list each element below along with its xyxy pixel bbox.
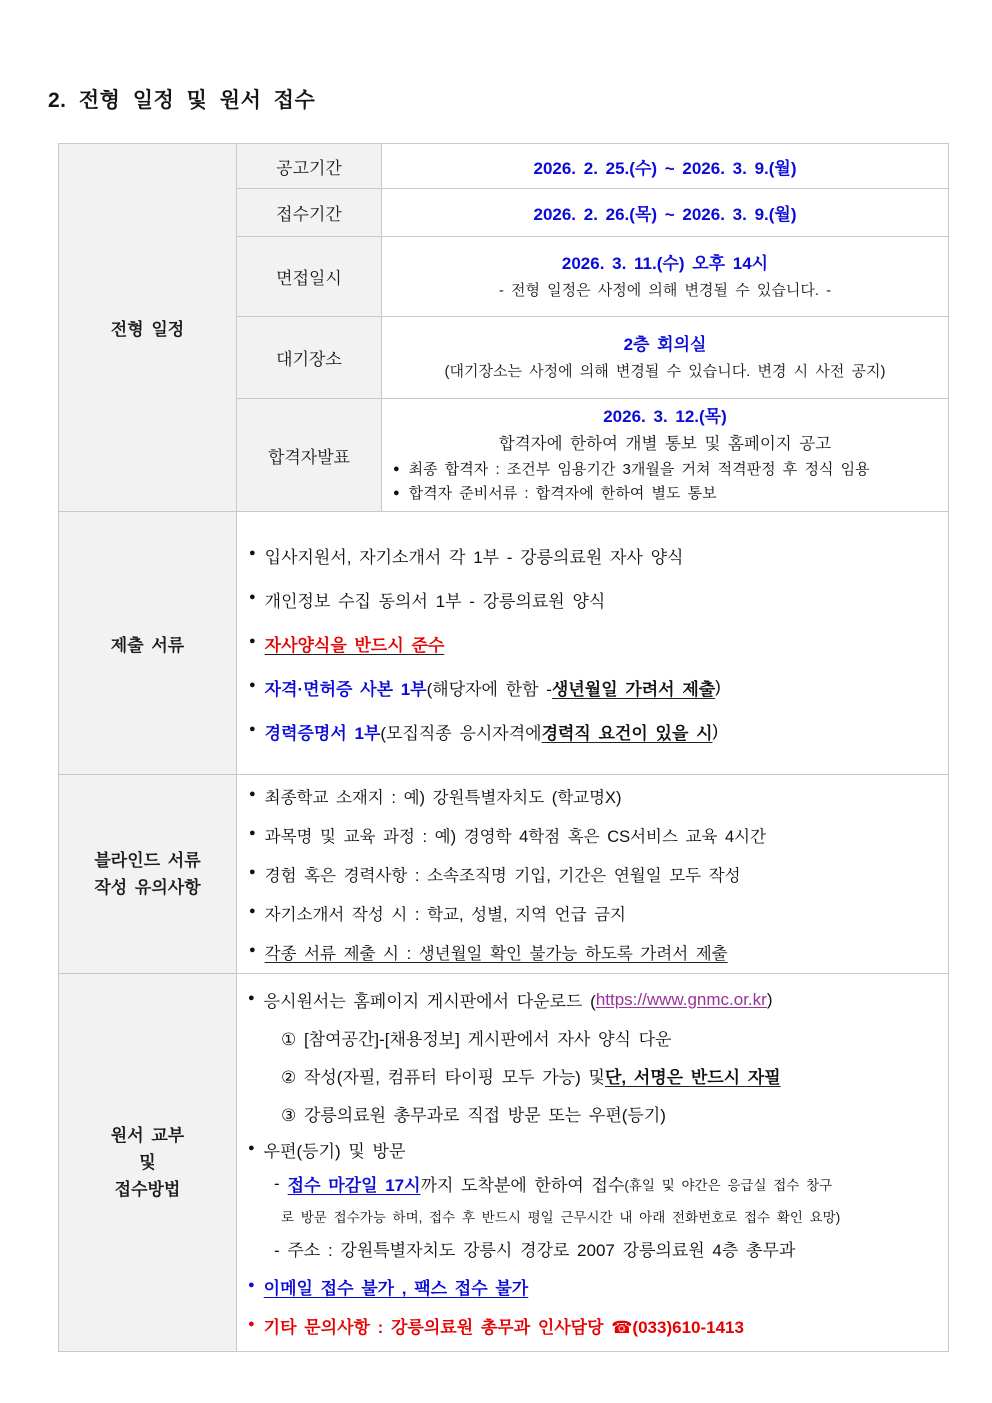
bullet-icon: ●: [249, 905, 256, 917]
apply-step-1-text: ① [참여공간]-[채용정보] 게시판에서 자사 양식 다운: [281, 1030, 672, 1049]
section-label-apply-line2: 및: [139, 1153, 156, 1172]
blind-item-text: 각종 서류 제출 시 : 생년월일 확인 불가능 하도록 가려서 제출: [264, 945, 728, 963]
apply-step-3-text: ③ 강릉의료원 총무과로 직접 방문 또는 우편(등기): [281, 1106, 666, 1125]
documents-item-emph: 경력직 요건이 있을 시: [541, 723, 713, 743]
bullet-icon: ●: [393, 487, 400, 499]
documents-item-text: 입사지원서, 자기소개서 각 1부 - 강릉의료원 자사 양식: [264, 547, 684, 567]
apply-deadline-line: [237, 1167, 948, 1201]
waiting-room-label: 대기장소: [237, 317, 382, 399]
documents-item-career-cert: [237, 709, 948, 753]
bullet-icon: ●: [249, 679, 256, 691]
interview-datetime-label: 면접일시: [237, 237, 382, 317]
result-bullet-final-hire-text: 최종 합격자 : 조건부 임용기간 3개월을 거쳐 적격판정 후 정식 임용: [408, 461, 870, 478]
apply-deadline-continuation: [237, 1201, 948, 1231]
section-label-blind-line1: 블라인드 서류: [94, 851, 201, 870]
apply-download-lead: 응시원서는 홈페이지 게시판에서 다운로드 (: [263, 992, 596, 1011]
apply-contact-text: 기타 문의사항 : 강릉의료원 총무과 인사담당 ☎(033)610-1413: [263, 1318, 744, 1337]
documents-item-tail: ): [712, 721, 719, 740]
apply-address-line: [237, 1231, 948, 1267]
apply-download-tail: ): [766, 989, 773, 1009]
documents-item-tail: ): [715, 677, 721, 696]
apply-step-1: [237, 1019, 948, 1057]
documents-item: [237, 577, 948, 621]
apply-deadline-small: (휴일 및 야간은 응급실 접수 창구: [624, 1177, 833, 1193]
bullet-icon: ●: [248, 1141, 255, 1154]
bullet-icon: ●: [249, 944, 256, 956]
row-notice-period: [59, 144, 949, 189]
documents-item-text: 개인정보 수집 동의서 1부 - 강릉의료원 양식: [264, 591, 606, 611]
documents-item-format-warning: [237, 621, 948, 665]
section-label-apply: [59, 974, 237, 1352]
apply-address-text: - 주소 : 강원특별자치도 강릉시 경강로 2007 강릉의료원 4층 총무과: [274, 1241, 796, 1260]
section-label-documents: 제출 서류: [59, 512, 237, 775]
page-title: 2. 전형 일정 및 원서 접수: [48, 89, 316, 112]
notice-period-label: 공고기간: [237, 144, 382, 189]
interview-datetime-note: - 전형 일정은 사정에 의해 변경될 수 있습니다. -: [498, 281, 832, 299]
apply-step-2: [237, 1057, 948, 1095]
result-bullet-final-hire: [382, 458, 948, 482]
blind-item-text: 자기소개서 작성 시 : 학교, 성별, 지역 언급 금지: [264, 906, 626, 924]
bullet-icon: ●: [249, 723, 256, 735]
bullet-icon: ●: [249, 635, 256, 647]
bullet-icon: ●: [249, 866, 256, 878]
waiting-room-note: (대기장소는 사정에 의해 변경될 수 있습니다. 변경 시 사전 공지): [444, 362, 886, 380]
blind-item: [237, 816, 948, 855]
row-blind-guidelines: [59, 775, 949, 974]
notice-period-value: 2026. 2. 25.(수) ~ 2026. 3. 9.(월): [533, 158, 797, 178]
documents-item-lead: 자격·면허증 사본 1부: [264, 679, 427, 699]
documents-item-text: 자사양식을 반드시 준수: [264, 635, 445, 655]
apply-step-3: [237, 1095, 948, 1133]
blind-item: [237, 855, 948, 894]
application-period-value: 2026. 2. 26.(목) ~ 2026. 3. 9.(월): [533, 205, 797, 224]
apply-contact-line: [237, 1307, 948, 1345]
result-announcement-label: 합격자발표: [237, 399, 382, 512]
apply-no-email-text: 이메일 접수 불가 , 팩스 접수 불가: [263, 1279, 529, 1298]
apply-mail-visit-line: [237, 1133, 948, 1167]
bullet-icon: ●: [248, 991, 255, 1004]
documents-item: [237, 533, 948, 577]
bullet-icon: ●: [248, 1317, 255, 1330]
apply-step-2-emph: 단, 서명은 반드시 자필: [604, 1068, 781, 1087]
dash-mark: -: [274, 1173, 280, 1193]
documents-item-mid: (해당자에 한함 -: [426, 679, 552, 699]
result-announcement-value: 2026. 3. 12.(목): [603, 407, 727, 426]
apply-mail-visit-text: 우편(등기) 및 방문: [263, 1142, 406, 1161]
section-label-blind-line2: 작성 유의사항: [94, 878, 201, 897]
apply-download-line: [237, 981, 948, 1019]
recruitment-schedule-table: [58, 143, 949, 1352]
waiting-room-value: 2층 회의실: [623, 334, 707, 354]
bullet-icon: ●: [249, 591, 256, 603]
section-label-apply-line1: 원서 교부: [110, 1126, 185, 1145]
apply-no-email-line: [237, 1267, 948, 1307]
homepage-link[interactable]: https://www.gnmc.or.kr: [595, 989, 767, 1009]
blind-item-masking: [237, 933, 948, 972]
result-bullet-docs: [382, 482, 948, 506]
apply-step-2-lead: ② 작성(자필, 컴퓨터 타이핑 모두 가능) 및: [281, 1068, 605, 1087]
row-submission-documents: [59, 512, 949, 775]
apply-deadline-rest: 까지 도착분에 한하여 접수: [420, 1176, 625, 1195]
blind-item-text: 최종학교 소재지 : 예) 강원특별자치도 (학교명X): [264, 789, 622, 807]
bullet-icon: ●: [249, 788, 256, 800]
documents-item-lead: 경력증명서 1부: [264, 723, 381, 743]
documents-item-license: [237, 665, 948, 709]
documents-item-mid: (모집직종 응시자격에: [380, 723, 542, 743]
blind-item: [237, 894, 948, 933]
bullet-icon: ●: [249, 827, 256, 839]
result-announcement-note: 합격자에 한하여 개별 통보 및 홈페이지 공고: [498, 435, 832, 453]
bullet-icon: ●: [249, 547, 256, 559]
apply-deadline-continuation-text: 로 방문 접수가능 하며, 접수 후 반드시 평일 근무시간 내 아래 전화번호로 접수 확인 요망): [281, 1209, 841, 1225]
blind-item-text: 경험 혹은 경력사항 : 소속조직명 기입, 기간은 연월일 모두 작성: [264, 867, 741, 885]
blind-item: [237, 777, 948, 816]
application-period-label: 접수기간: [237, 189, 382, 237]
bullet-icon: ●: [248, 1278, 255, 1291]
result-bullet-docs-text: 합격자 준비서류 : 합격자에 한하여 별도 통보: [408, 485, 717, 502]
documents-item-emph: 생년월일 가려서 제출: [551, 679, 716, 699]
section-label-schedule: 전형 일정: [59, 144, 237, 512]
apply-deadline-emph: 접수 마감일 17시: [287, 1176, 421, 1195]
row-application-method: [59, 974, 949, 1352]
blind-item-text: 과목명 및 교육 과정 : 예) 경영학 4학점 혹은 CS서비스 교육 4시간: [264, 828, 767, 846]
bullet-icon: ●: [393, 463, 400, 475]
section-label-blind: [59, 775, 237, 974]
interview-datetime-value: 2026. 3. 11.(수) 오후 14시: [561, 253, 769, 273]
section-label-apply-line3: 접수방법: [114, 1180, 181, 1199]
